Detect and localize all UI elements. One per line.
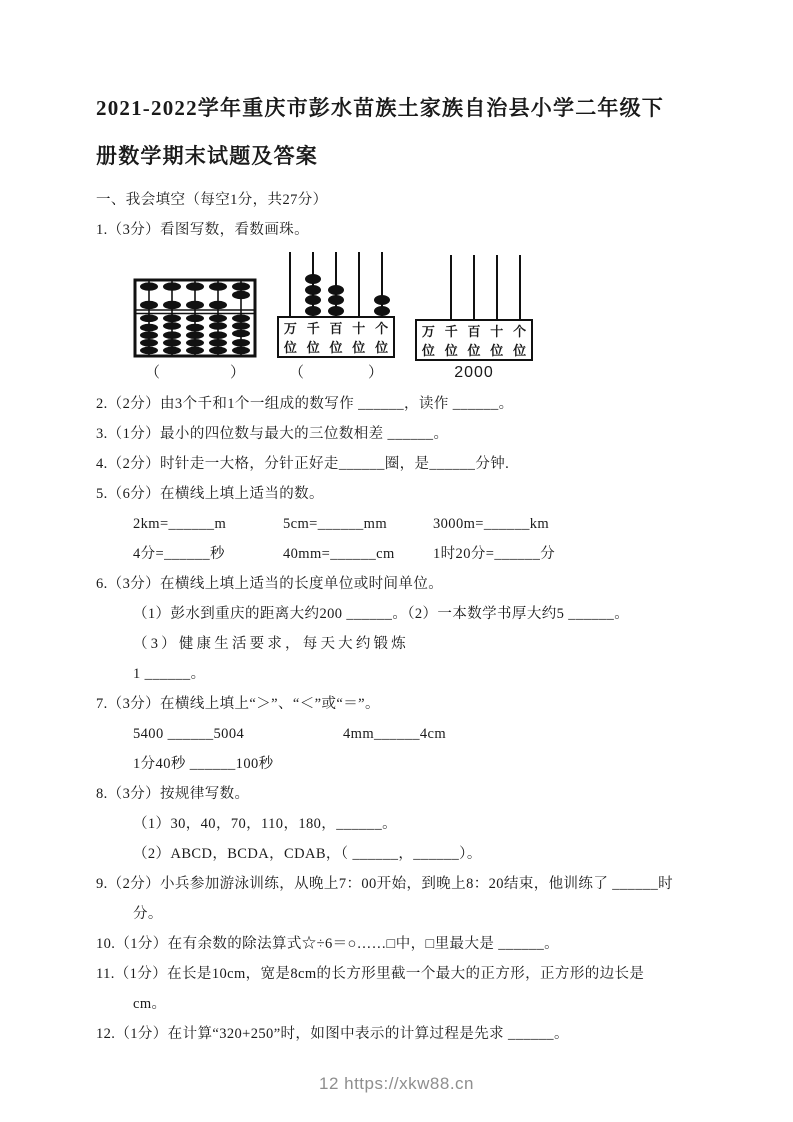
abacus-bead xyxy=(140,331,158,339)
question-6: 6.（3分）在横线上填上适当的长度单位或时间单位。 xyxy=(96,576,444,592)
abacus-bead xyxy=(163,282,181,290)
compare-item: 4mm______4cm xyxy=(343,726,447,742)
abacus-rod xyxy=(496,255,498,319)
place-value-abacus-figure xyxy=(277,252,395,382)
place-value-label-box xyxy=(415,319,533,361)
abacus-bead xyxy=(305,295,321,305)
abacus-bead xyxy=(328,285,344,295)
abacus-bead xyxy=(209,315,227,323)
abacus-bead xyxy=(232,315,250,323)
question-9-line-2: 分。 xyxy=(133,906,163,922)
figure-caption xyxy=(277,358,395,382)
abacus-rod xyxy=(519,255,521,319)
abacus-bead xyxy=(140,347,158,355)
section-heading: 一、我会填空（每空1分，共27分） xyxy=(96,192,328,208)
figure-number-caption: 2000 xyxy=(454,364,494,381)
abacus-bead xyxy=(305,274,321,284)
abacus-bead xyxy=(305,285,321,295)
doc-title-line-2: 册数学期末试题及答案 xyxy=(96,144,318,168)
question-6-sub-3: （3）健康生活要求，每天大约锻炼 xyxy=(133,636,409,652)
fill-blank-item: 4分=______秒 xyxy=(133,546,225,562)
question-6-sub-3-continued: 1 ______。 xyxy=(133,666,206,682)
fill-blank-item: 40mm=______cm xyxy=(283,546,395,562)
question-8: 8.（3分）按规律写数。 xyxy=(96,786,250,802)
abacus-bead xyxy=(209,339,227,347)
question-7: 7.（3分）在横线上填上“＞”、“＜”或“＝”。 xyxy=(96,696,380,712)
abacus-bead xyxy=(163,301,181,309)
question-9-line-1: 9.（2分）小兵参加游泳训练，从晚上7：00开始，到晚上8：20结束，他训练了 ______时 xyxy=(96,876,674,892)
abacus-rod xyxy=(473,255,475,319)
abacus-bead xyxy=(140,301,158,309)
page-footer-url: 12 https://xkw88.cn xyxy=(318,1074,475,1093)
caption-open-paren: （ xyxy=(289,365,305,381)
abacus-bead xyxy=(328,306,344,316)
question-8-sub-1: （1）30，40，70，110，180，______。 xyxy=(133,816,398,832)
abacus-bead xyxy=(186,315,204,323)
suanpan-abacus-image xyxy=(133,278,257,358)
fill-blank-item: 2km=______m xyxy=(133,516,227,532)
abacus-rod xyxy=(450,255,452,319)
abacus-bead xyxy=(209,331,227,339)
question-5-row-2 xyxy=(133,546,703,563)
abacus-bead xyxy=(232,291,250,299)
abacus-bead xyxy=(140,282,158,290)
abacus-bead xyxy=(232,330,250,338)
abacus-bead xyxy=(163,315,181,323)
question-11-line-2: cm。 xyxy=(133,996,167,1012)
place-value-label: 个 位 xyxy=(375,321,389,355)
abacus-bead xyxy=(163,347,181,355)
suanpan-abacus-figure xyxy=(133,278,257,382)
question-1: 1.（3分）看图写数，看数画珠。 xyxy=(96,222,310,238)
question-11-line-1: 11.（1分）在长是10cm，宽是8cm的长方形里截一个最大的正方形，正方形的边长是 xyxy=(96,966,645,982)
abacus-bead xyxy=(374,306,390,316)
place-value-label: 十 位 xyxy=(352,321,366,355)
place-value-label: 千 位 xyxy=(306,321,320,355)
place-value-label: 千 位 xyxy=(444,324,458,358)
abacus-rod xyxy=(289,252,291,316)
abacus-bead xyxy=(186,331,204,339)
place-value-label: 十 位 xyxy=(490,324,504,358)
abacus-bead xyxy=(232,347,250,355)
place-value-abacus-image xyxy=(277,252,395,358)
abacus-bead xyxy=(209,301,227,309)
question-4: 4.（2分）时针走一大格，分针正好走______圈，是______分钟. xyxy=(96,456,510,472)
question-7-row-2: 1分40秒 ______100秒 xyxy=(133,756,274,772)
place-value-label: 个 位 xyxy=(513,324,527,358)
caption-close-paren: ） xyxy=(229,365,245,381)
fill-blank-item: 3000m=______km xyxy=(433,516,550,532)
abacus-bead xyxy=(232,282,250,290)
place-value-label: 万 位 xyxy=(421,324,435,358)
abacus-bead xyxy=(328,295,344,305)
abacus-bead xyxy=(374,295,390,305)
abacus-bead xyxy=(209,282,227,290)
doc-title-line-1: 2021-2022学年重庆市彭水苗族土家族自治县小学二年级下 xyxy=(96,96,664,120)
abacus-bead xyxy=(140,315,158,323)
fill-blank-item: 5cm=______mm xyxy=(283,516,387,532)
abacus-bead xyxy=(186,347,204,355)
abacus-bead xyxy=(163,339,181,347)
abacus-bead xyxy=(186,301,204,309)
abacus-bead xyxy=(163,322,181,330)
abacus-bead xyxy=(163,331,181,339)
question-8-sub-2: （2）ABCD，BCDA，CDAB，（ ______，______）。 xyxy=(133,846,482,862)
abacus-bead xyxy=(186,282,204,290)
abacus-bead xyxy=(186,339,204,347)
caption-close-paren: ） xyxy=(367,365,383,381)
question-2: 2.（2分）由3个千和1个一组成的数写作 ______，读作 ______。 xyxy=(96,396,514,412)
place-value-label: 百 位 xyxy=(329,321,343,355)
place-value-abacus-image xyxy=(415,255,533,361)
abacus-bead xyxy=(232,339,250,347)
fill-blank-item: 1时20分=______分 xyxy=(433,546,556,562)
question-7-row-1 xyxy=(133,726,703,743)
figure-caption xyxy=(133,358,257,382)
place-value-label: 百 位 xyxy=(467,324,481,358)
question-6-sub-1-2: （1）彭水到重庆的距离大约200 ______。（2）一本数学书厚大约5 ______。 xyxy=(133,606,630,622)
place-value-label-box xyxy=(277,316,395,358)
abacus-bead xyxy=(140,324,158,332)
abacus-bead xyxy=(186,324,204,332)
place-value-abacus-empty-figure xyxy=(415,255,533,382)
abacus-bead xyxy=(209,347,227,355)
abacus-bead xyxy=(140,339,158,347)
question-1-figures xyxy=(133,252,703,382)
question-12: 12.（1分）在计算“320+250”时，如图中表示的计算过程是先求 ______。 xyxy=(96,1026,569,1042)
place-value-label: 万 位 xyxy=(283,321,297,355)
caption-open-paren: （ xyxy=(145,365,161,381)
abacus-rod xyxy=(358,252,360,316)
compare-item: 5400 ______5004 xyxy=(133,726,245,742)
question-5: 5.（6分）在横线上填上适当的数。 xyxy=(96,486,324,502)
abacus-bead xyxy=(232,322,250,330)
abacus-bead xyxy=(209,322,227,330)
abacus-bead xyxy=(305,306,321,316)
question-10: 10.（1分）在有余数的除法算式☆÷6＝○……□中，□里最大是 ______。 xyxy=(96,936,560,952)
question-5-row-1 xyxy=(133,516,703,533)
question-3: 3.（1分）最小的四位数与最大的三位数相差 ______。 xyxy=(96,426,449,442)
